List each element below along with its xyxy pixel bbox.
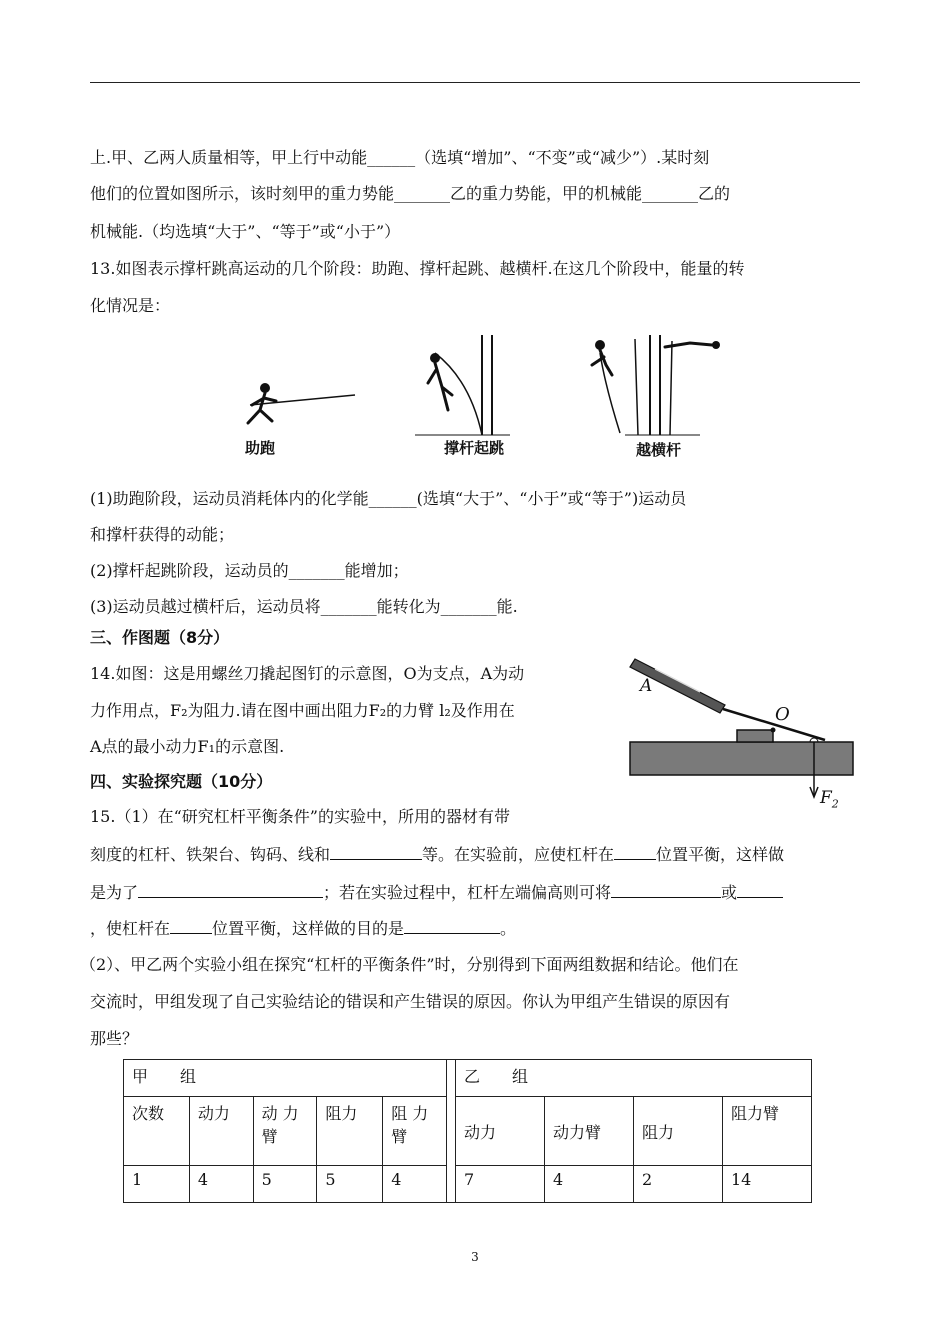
q12-line1: 上.甲、乙两人质量相等，甲上行中动能______（选填“增加”、“不变”或“减少”）.某时刻 bbox=[90, 148, 710, 167]
data-table bbox=[123, 1059, 812, 1203]
q13-line1: 13.如图表示撑杆跳高运动的几个阶段：助跑、撑杆起跳、越横杆.在这几个阶段中，能量的转 bbox=[90, 259, 745, 278]
q15-line4 bbox=[90, 919, 516, 939]
q15-line1: 15.（1）在“研究杠杆平衡条件”的实验中，所用的器材有带 bbox=[90, 807, 510, 826]
blank-purpose-1[interactable] bbox=[138, 883, 323, 898]
cell-a: 4 bbox=[383, 1166, 447, 1203]
cell-a: 5 bbox=[317, 1166, 383, 1203]
q12-line2: 他们的位置如图所示，该时刻甲的重力势能_______乙的重力势能，甲的机械能_______乙的 bbox=[90, 184, 731, 203]
blank-adjust-1[interactable] bbox=[611, 883, 721, 898]
table-gap bbox=[447, 1060, 456, 1203]
fig-label-takeoff: 撑杆起跳 bbox=[444, 439, 505, 457]
section-3-title: 三、作图题（8分） bbox=[90, 628, 230, 647]
q15-part2-line3: 那些？ bbox=[90, 1029, 139, 1048]
takeoff-icon bbox=[415, 335, 510, 435]
q15-line2a: 刻度的杠杆、铁架台、钩码、线和 bbox=[90, 845, 331, 864]
cell-a: 1 bbox=[124, 1166, 190, 1203]
q13-sub3: (3)运动员越过横杆后，运动员将_______能转化为_______能. bbox=[90, 597, 518, 616]
table-row bbox=[124, 1166, 812, 1203]
header-a: 动 力臂 bbox=[253, 1097, 317, 1166]
q12-line3: 机械能.（均选填“大于”、“等于”或“小于”） bbox=[90, 222, 401, 241]
q15-part2-line2: 交流时，甲组发现了自己实验结论的错误和产生错误的原因。你认为甲组产生错误的原因有 bbox=[90, 992, 731, 1011]
label-f2-subscript: 2 bbox=[831, 797, 839, 811]
q15-part2-line1: （2）、甲乙两个实验小组在探究“杠杆的平衡条件”时，分别得到下面两组数据和结论。他们在 bbox=[80, 955, 739, 974]
q15-line2c: 位置平衡，这样做 bbox=[656, 845, 785, 864]
q13-sub2: (2)撑杆起跳阶段，运动员的_______能增加； bbox=[90, 561, 409, 580]
runner-icon bbox=[248, 383, 355, 423]
cell-b: 14 bbox=[723, 1166, 812, 1203]
cell-a: 4 bbox=[189, 1166, 253, 1203]
bar-clearance-icon bbox=[592, 335, 720, 435]
q15-line4c: 。 bbox=[500, 919, 517, 938]
header-a: 动力 bbox=[189, 1097, 253, 1166]
header-b: 阻力 bbox=[634, 1097, 723, 1166]
q15-line4a: ，使杠杆在 bbox=[90, 919, 171, 938]
blank-adjust-2[interactable] bbox=[737, 883, 783, 898]
label-a: A bbox=[640, 676, 653, 696]
cell-b: 7 bbox=[456, 1166, 545, 1203]
header-b: 阻力臂 bbox=[723, 1097, 812, 1166]
label-o: O bbox=[775, 704, 790, 725]
blank-purpose-2[interactable] bbox=[404, 919, 500, 934]
header-a: 阻 力臂 bbox=[383, 1097, 447, 1166]
blank-position-1[interactable] bbox=[614, 845, 656, 860]
q13-sub1-line2: 和撑杆获得的动能； bbox=[90, 525, 235, 544]
group-a-label: 甲 组 bbox=[124, 1060, 447, 1097]
q15-line2b: 等。在实验前，应使杠杆在 bbox=[422, 845, 615, 864]
q15-line3 bbox=[90, 883, 783, 903]
blank-material[interactable] bbox=[330, 845, 422, 860]
q15-line3b: ；若在实验过程中，杠杆左端偏高则可将 bbox=[323, 883, 612, 902]
fig-label-over-bar: 越横杆 bbox=[636, 441, 682, 459]
q14-line3: A点的最小动力F₁的示意图. bbox=[90, 737, 285, 756]
group-b-label: 乙 组 bbox=[456, 1060, 812, 1097]
q13-sub1-line1: (1)助跑阶段，运动员消耗体内的化学能______(选填“大于”、“小于”或“等于”)运动员 bbox=[90, 489, 687, 508]
cell-a: 5 bbox=[253, 1166, 317, 1203]
q14-line2: 力作用点，F₂为阻力.请在图中画出阻力F₂的力臂 l₂及作用在 bbox=[90, 701, 515, 720]
q15-line2 bbox=[90, 845, 784, 865]
page-number: 3 bbox=[471, 1250, 479, 1264]
q15-line4b: 位置平衡，这样做的目的是 bbox=[212, 919, 405, 938]
q15-line3a: 是为了 bbox=[90, 883, 139, 902]
header-rule bbox=[90, 82, 860, 83]
screwdriver-figure bbox=[625, 655, 860, 810]
header-b: 动力 bbox=[456, 1097, 545, 1166]
table-row-groups bbox=[124, 1060, 812, 1097]
cell-b: 2 bbox=[634, 1166, 723, 1203]
header-a: 次数 bbox=[124, 1097, 190, 1166]
header-b: 动力臂 bbox=[545, 1097, 634, 1166]
q14-line1: 14.如图：这是用螺丝刀撬起图钉的示意图，O为支点，A为动 bbox=[90, 664, 525, 683]
table-row-headers bbox=[124, 1097, 812, 1166]
q15-line3c: 或 bbox=[721, 883, 738, 902]
fig-label-runup: 助跑 bbox=[245, 439, 276, 457]
section-4-title: 四、实验探究题（10分） bbox=[90, 772, 273, 791]
cell-b: 4 bbox=[545, 1166, 634, 1203]
header-a: 阻力 bbox=[317, 1097, 383, 1166]
q13-line2: 化情况是： bbox=[90, 296, 171, 315]
label-f2 bbox=[820, 788, 839, 810]
label-f2-letter: F bbox=[820, 788, 832, 808]
screwdriver-icon bbox=[630, 659, 825, 740]
blank-position-2[interactable] bbox=[170, 919, 212, 934]
